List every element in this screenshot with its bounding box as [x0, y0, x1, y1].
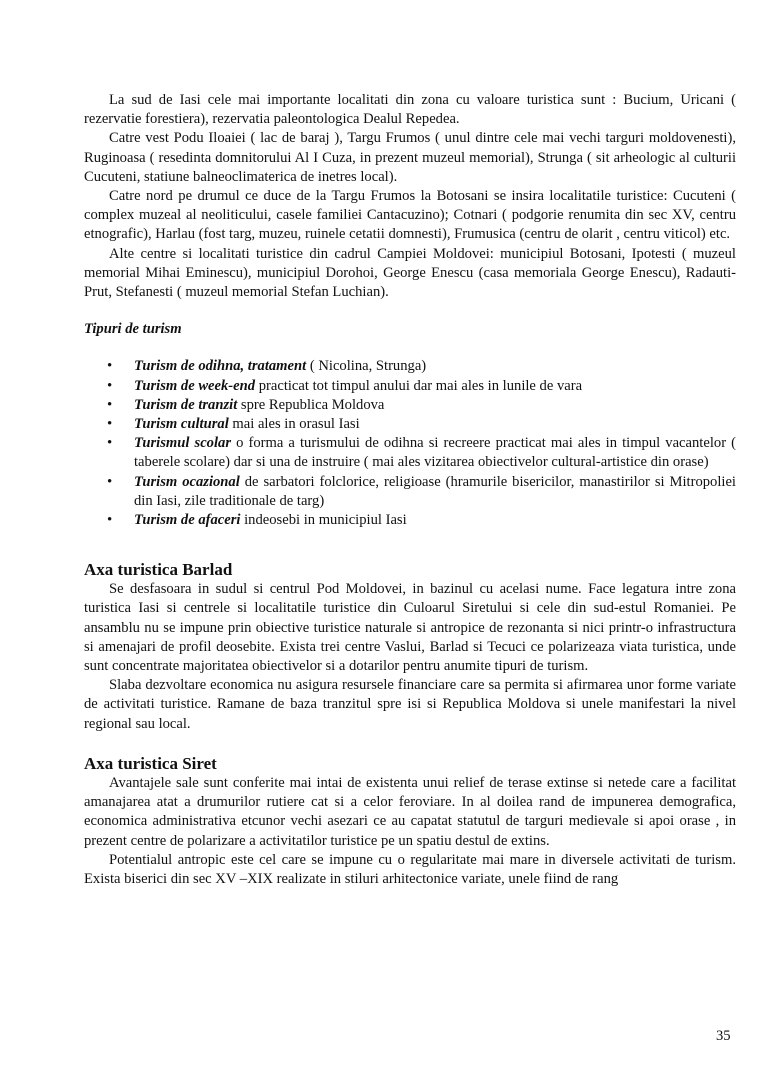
type-term: Turism cultural — [134, 416, 229, 433]
barlad-paragraph: Se desfasoara in sudul si centrul Pod Moldovei, in bazinul cu acelasi nume. Face legatura intre zona turistica Iasi si centrele si localitatile turistice din Culoarul Siretului si cele din sud-estul Romaniei. Pe ansamblu nu se impune prin obiective turistice naturale si antropice de rezonanta si nici printr-o infrastructura si amenajari de profil deosebite. Exista trei centre Vaslui, Barlad si Tecuci ce polarizeaza viata turistica, unde sunt concentrate majoritatea obiectivelor si a dotarilor pentru anumite tipuri de turism. — [84, 581, 736, 675]
siret-paragraph: Potentialul antropic este cel care se impune cu o regularitate mai mare in diversele activitati de turism. Exista biserici din sec XV –XIX realizate in stiluri arhitectonice variate, unele fiind de rang — [84, 851, 736, 887]
list-item — [134, 377, 736, 396]
type-term: Turism de tranzit — [134, 396, 238, 413]
types-heading: Tipuri de turism — [84, 321, 182, 338]
type-term: Turism ocazional — [134, 473, 240, 490]
type-term: Turism de afaceri — [134, 512, 241, 529]
intro-paragraph-other-centers: Alte centre si localitati turistice din cadrul Campiei Moldovei: municipiul Botosani, Ipotesti ( muzeul memorial Mihai Eminescu), municipiul Dorohoi, George Enescu (casa memoriala George Enescu), Radauti-Prut, Stefanesti ( muzeul memorial Stefan Luchian). — [84, 245, 736, 301]
type-desc: o forma a turismului de odihna si recreere practicat mai ales in timpul vacantelor ( taberele scolare) dar si una de instruire ( mai ales vizitarea obiectivelor cultural-artistice din orase) — [134, 435, 736, 471]
intro-paragraph-west: Catre vest Podu Iloaiei ( lac de baraj ), Targu Frumos ( unul dintre cele mai vechi targuri moldovenesti), Ruginoasa ( resedinta domnitorului Al I Cuza, in prezent muzeul memorial), Strunga ( sit arheologic al culturii Cucuteni, statiune balneoclimaterica de inetres local). — [84, 130, 736, 185]
list-item — [134, 415, 736, 434]
list-item — [134, 434, 736, 472]
section-heading-barlad: Axa turistica Barlad — [84, 560, 233, 580]
type-term: Turismul scolar — [134, 435, 231, 452]
list-item — [134, 357, 736, 376]
type-desc: ( Nicolina, Strunga) — [306, 358, 427, 375]
page-number: 35 — [716, 1028, 731, 1044]
section-heading-siret: Axa turistica Siret — [84, 753, 217, 773]
intro-paragraph-north: Catre nord pe drumul ce duce de la Targu Frumos la Botosani se insira localitatile turistice: Cucuteni ( complex muzeal al neoliticului, casele familiei Cantacuzino); Cotnari ( podgorie renumita din sec XV, centru etnografic), Harlau (fost targ, muzeu, ruinele cetatii domnesti), Frumusica (centru de olarit , centru viticol) etc. — [84, 188, 736, 243]
type-desc: indeosebi in municipiul Iasi — [240, 512, 407, 529]
type-term: Turism de week-end — [134, 377, 256, 394]
type-desc: mai ales in orasul Iasi — [228, 416, 360, 433]
type-term: Turism de odihna, tratament — [134, 358, 307, 375]
type-desc: spre Republica Moldova — [237, 396, 385, 413]
intro-paragraph-south: La sud de Iasi cele mai importante localitati din zona cu valoare turistica sunt : Bucium, Uricani ( rezervatie forestiera), rezervatia paleontologica Dealul Repedea. — [84, 92, 736, 128]
barlad-paragraph: Slaba dezvoltare economica nu asigura resursele financiare care sa permita si afirmarea unor forme variate de activitati turistice. Ramane de baza tranzitul spre isi si Republica Moldova si unele manifestari la nivel regional sau local. — [84, 677, 736, 732]
type-desc: de sarbatori folclorice, religioase (hramurile bisericilor, manastirilor si Mitropoliei din Iasi, zile traditionale de targ) — [134, 473, 736, 509]
type-desc: practicat tot timpul anului dar mai ales in lunile de vara — [255, 377, 583, 394]
list-item — [134, 511, 736, 530]
tourism-types-list — [84, 357, 736, 530]
siret-paragraph: Avantajele sale sunt conferite mai intai de existenta unui relief de terase extinse si netede care a facilitat amanajarea atat a drumurilor rutiere cat si a celor feroviare. In al doilea rand de impunerea demografica, economica administrativa etcunor vechi asezari ce au capatat statutul de targuri medievale si apoi orase , in prezent centre de polarizare a activitatilor turistice pe un spatiu destul de extins. — [84, 774, 736, 849]
list-item — [134, 396, 736, 415]
list-item — [134, 473, 736, 511]
document-page — [84, 91, 736, 889]
